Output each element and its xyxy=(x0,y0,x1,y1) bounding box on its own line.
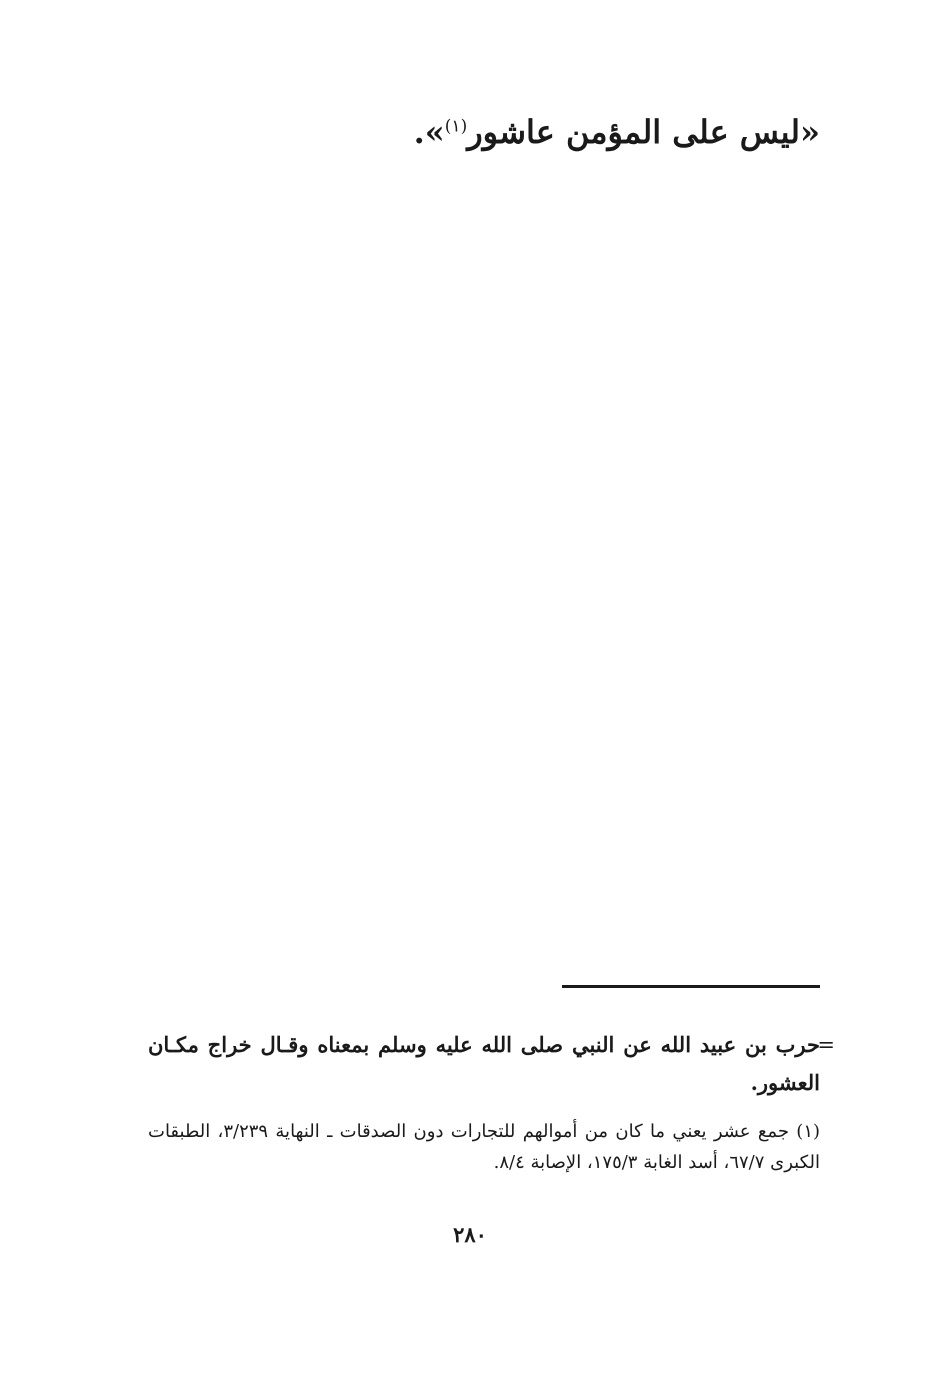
continuation-text: حرب بن عبيد الله عن النبي صلى الله عليه وسلم بمعناه وقـال خراج مكـان العشور. xyxy=(148,1032,820,1095)
continuation-marker: = xyxy=(817,1033,835,1057)
main-text xyxy=(120,104,820,160)
main-text-body: «ليس على المؤمن عاشور xyxy=(467,113,820,151)
main-text-closing: ». xyxy=(413,113,445,151)
footnote-separator xyxy=(562,985,820,988)
page-number: ٢٨٠ xyxy=(453,1222,487,1247)
footnote-1: (١) جمع عشر يعني ما كان من أموالهم للتجارات دون الصدقات ـ النهاية ٣/٢٣٩، الطبقات الكبرى ٦٧/٧، أسد الغابة ١٧٥/٣، الإصابة ٨/٤. xyxy=(148,1121,821,1173)
footnote-reference: (١) xyxy=(444,116,468,137)
footnote-continuation xyxy=(148,1026,835,1102)
